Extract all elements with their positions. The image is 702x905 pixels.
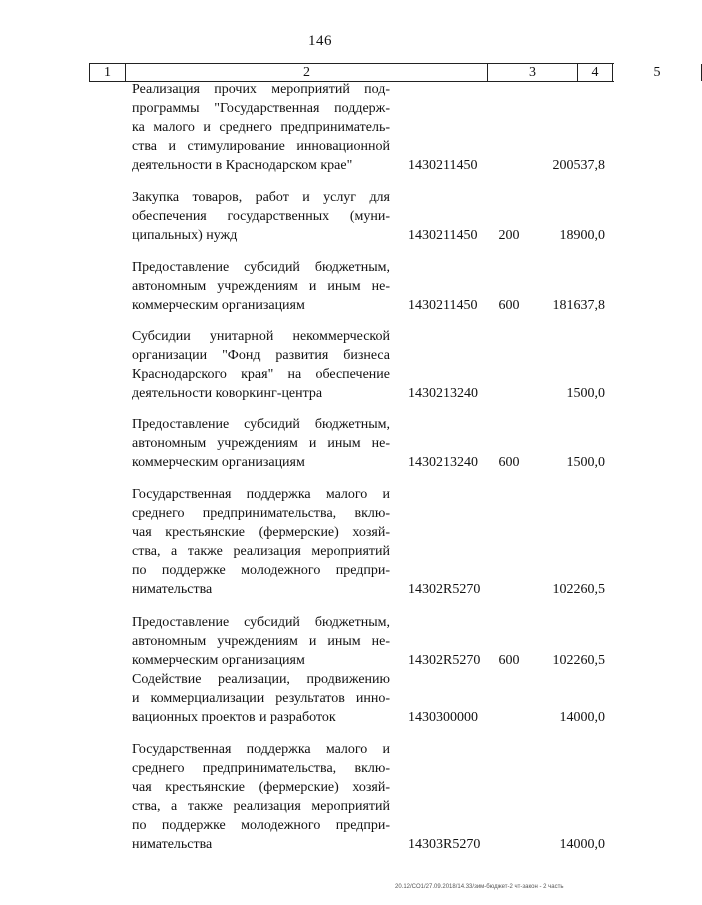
description-line: деятельности коворкинг-центра [132,386,323,401]
description-line: автономным учреждениям и иным не- [132,436,390,451]
row-amount: 102260,5 [552,582,605,597]
row-expense-type: 600 [498,455,520,470]
description-line: нимательства [132,837,213,852]
description-line: Реализация прочих мероприятий под- [132,82,390,97]
row-amount: 181637,8 [552,298,605,313]
description-line: Закупка товаров, работ и услуг для [132,190,390,205]
description-line: вационных проектов и разработок [132,710,336,725]
description-line: Краснодарского края" на обеспечение [132,367,390,382]
row-code: 14302R5270 [408,582,481,597]
description-line: обеспечения государственных (муни- [132,209,390,224]
description-line: Предоставление субсидий бюджетным, [132,615,390,630]
header-col-5: 5 [612,64,702,81]
row-amount: 14000,0 [559,837,605,852]
row-code: 1430211450 [408,298,478,313]
row-code: 1430213240 [408,455,478,470]
row-amount: 200537,8 [552,158,605,173]
row-amount: 14000,0 [559,710,605,725]
description-line: ства, а также реализация мероприятий [132,799,390,814]
row-code: 14303R5270 [408,837,481,852]
row-code: 1430211450 [408,228,478,243]
description-line: по поддержке молодежного предпри- [132,818,390,833]
row-code: 1430300000 [408,710,478,725]
description-line: нимательства [132,582,213,597]
row-amount: 1500,0 [566,386,605,401]
description-line: ства и стимулирование инновационной [132,139,390,154]
description-line: Предоставление субсидий бюджетным, [132,417,390,432]
description-line: Содействие реализации, продвижению [132,672,390,687]
row-description [132,485,390,599]
description-line: автономным учреждениям и иным не- [132,279,390,294]
description-line: чая крестьянские (фермерские) хозяй- [132,780,390,795]
description-line: по поддержке молодежного предпри- [132,563,390,578]
row-amount: 1500,0 [566,455,605,470]
row-description [132,188,390,245]
row-expense-type: 600 [498,653,520,668]
description-line: организации "Фонд развития бизнеса [132,348,390,363]
row-description [132,258,390,315]
header-col-1: 1 [89,64,125,81]
row-amount: 18900,0 [559,228,605,243]
description-line: коммерческим организациям [132,653,305,668]
description-line: Предоставление субсидий бюджетным, [132,260,390,275]
row-description [132,80,390,175]
description-line: Субсидии унитарной некоммерческой [132,329,390,344]
description-line: ципальных) нужд [132,228,238,243]
row-code: 1430211450 [408,158,478,173]
row-code: 1430213240 [408,386,478,401]
description-line: Государственная поддержка малого и [132,742,390,757]
description-line: чая крестьянские (фермерские) хозяй- [132,525,390,540]
description-line: автономным учреждениям и иным не- [132,634,390,649]
row-amount: 102260,5 [552,653,605,668]
row-description [132,740,390,854]
description-line: среднего предпринимательства, вклю- [132,506,390,521]
row-expense-type: 600 [498,298,520,313]
description-line: Государственная поддержка малого и [132,487,390,502]
description-line: ка малого и среднего предприниматель- [132,120,390,135]
row-description [132,670,390,727]
footer-note: 20.12/CO1/27.09.2018/14.33/зим-бюджет-2 чт-закон - 2 часть [395,884,564,890]
description-line: ства, а также реализация мероприятий [132,544,390,559]
row-code: 14302R5270 [408,653,481,668]
description-line: деятельности в Краснодарском крае" [132,158,353,173]
header-col-4: 4 [577,64,612,81]
row-expense-type: 200 [498,228,520,243]
description-line: и коммерциализации результатов инно- [132,691,390,706]
row-description [132,613,390,670]
page-number: 146 [308,33,332,49]
description-line: коммерческим организациям [132,455,305,470]
header-col-2: 2 [125,64,487,81]
row-description [132,327,390,403]
row-description [132,415,390,472]
description-line: коммерческим организациям [132,298,305,313]
description-line: среднего предпринимательства, вклю- [132,761,390,776]
description-line: программы "Государственная поддерж- [132,101,390,116]
header-col-3: 3 [487,64,577,81]
